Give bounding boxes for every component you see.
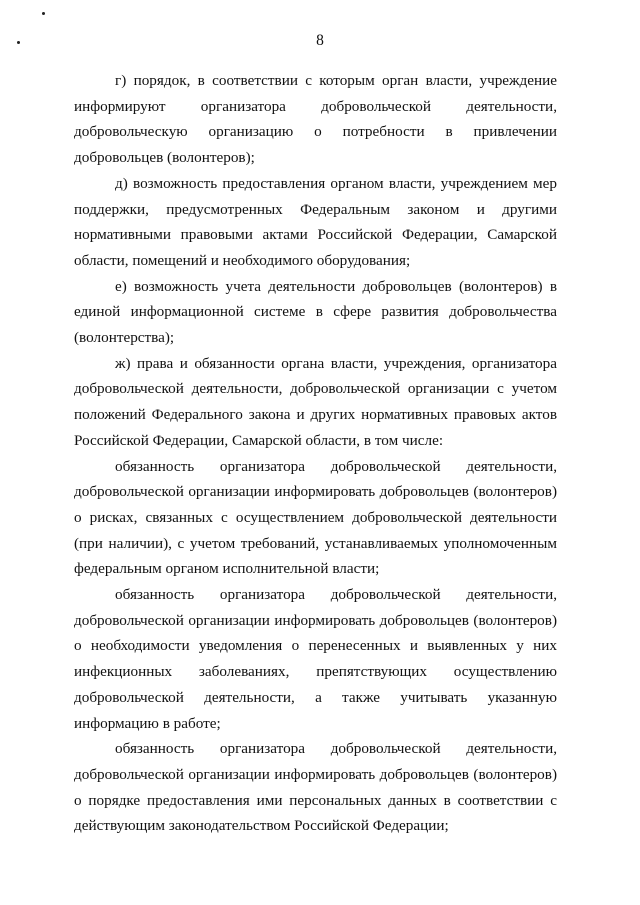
paragraph-d: д) возможность предоставления органом власти, учреждением мер поддержки, предусмотренных Федеральным законом и другими нормативными правовыми актами Российской Федерации, Самарской области, помещений и необходимого оборудования; bbox=[74, 174, 557, 269]
paragraph-duty-risks: обязанность организатора добровольческой деятельности, добровольческой организации информировать добровольцев (волонтеров) о рисках, связанных с осуществлением добровольческой деятельности (при наличии), с учетом требований, устанавливаемых уполномоченным федеральным органом исполнительной власти; bbox=[74, 457, 557, 578]
page-number: 8 bbox=[316, 32, 324, 49]
paragraph-duty-infections: обязанность организатора добровольческой деятельности, добровольческой организации информировать добровольцев (волонтеров) о необходимости уведомления о перенесенных и выявленных у них инфекционных заболеваниях, препятствующих осуществлению добровольческой деятельности, а также учитывать указанную информацию в работе; bbox=[74, 586, 557, 732]
paragraph-g: г) порядок, в соответствии с которым орган власти, учреждение информируют организатора добровольческой деятельности, добровольческую организацию о потребности в привлечении добровольцев (волонтеров); bbox=[74, 72, 557, 167]
scan-artifact-dot bbox=[42, 12, 45, 15]
paragraph-e: е) возможность учета деятельности добровольцев (волонтеров) в единой информационной системе в сфере развития добровольчества (волонтерства); bbox=[74, 277, 557, 347]
paragraph-zh: ж) права и обязанности органа власти, учреждения, организатора добровольческой деятельности, добровольческой организации с учетом положений Федерального закона и других нормативных правовых актов Российской Федерации, Самарской области, в том числе: bbox=[74, 354, 557, 449]
paragraph-duty-personal-data: обязанность организатора добровольческой деятельности, добровольческой организации информировать добровольцев (волонтеров) о порядке предоставления ими персональных данных в соответствии с действующим законодательством Российской Федерации; bbox=[74, 740, 557, 835]
document-body bbox=[74, 68, 557, 839]
